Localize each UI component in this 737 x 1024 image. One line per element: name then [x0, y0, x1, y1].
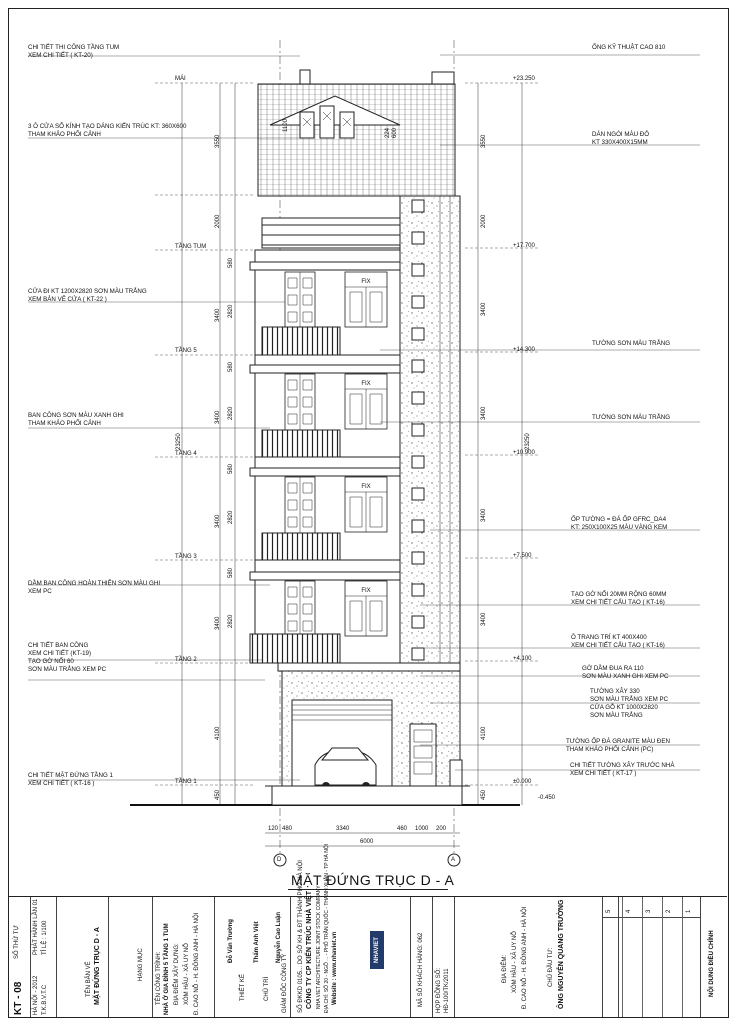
elevation-marker: +17.700 — [513, 243, 535, 249]
phase: T.K.B.V.T.C — [42, 984, 48, 1015]
note-pipe: ỐNG KỸ THUẬT CAO 810 — [592, 44, 666, 51]
role-designer: THIẾT KẾ — [240, 974, 246, 1001]
level-label: TẦNG 5 — [175, 348, 197, 354]
level-label: TẦNG 3 — [175, 554, 197, 560]
dim: 3400 — [481, 302, 487, 316]
sheet-no: KT - 08 — [13, 981, 24, 1015]
lead-name: Thẩm Anh Việt — [254, 921, 260, 963]
company-reg: SỐ ĐKKD 0105... DO SỞ KH & ĐT THÀNH PHỐ HÀ NỘI — [298, 860, 304, 1013]
elevation-marker: +23.250 — [513, 76, 535, 82]
elevation-marker: -0.450 — [538, 795, 556, 801]
dim: 2820 — [228, 406, 234, 420]
dim: 3400 — [215, 308, 221, 322]
note-ground-detail: CHI TIẾT MẶT ĐỨNG TẦNG 1 XEM CHI TIẾT ( KT-16 ) — [28, 772, 113, 787]
role-director: GIÁM ĐỐC CÔNG TY — [282, 953, 288, 1013]
rev-4: 4 — [626, 909, 632, 913]
dim: 460 — [397, 826, 408, 832]
issue-label: PHÁT HÀNH LẦN 01 — [33, 898, 39, 955]
place-date: HÀ NỘI - 2012 — [33, 975, 39, 1015]
dim: 200 — [436, 826, 447, 832]
note-decor-square: Ô TRANG TRÍ KT 400X400 XEM CHI TIẾT CẤU TẠO ( KT-16) — [571, 634, 665, 649]
dim: 3550 — [481, 134, 487, 148]
elevation-marker: +10.900 — [513, 450, 535, 456]
tb-scale-col — [30, 897, 57, 1017]
tb-client-code-col — [410, 897, 433, 1017]
company-en: NHA VIET ARCHITECTURE JOINT STOCK COMPANY — [316, 885, 322, 1009]
rev-2: 2 — [666, 909, 672, 913]
level-label: TẦNG 1 — [175, 779, 197, 785]
note-front-wall: CHI TIẾT TƯỜNG XÂY TRƯỚC NHÀ XEM CHI TIẾT ( KT-17 ) — [570, 762, 675, 777]
dim: 1000 — [415, 826, 429, 832]
note-roof-windows: 3 Ô CỬA SỔ KÍNH TẠO DÁNG KIẾN TRÚC KT: 360X600 THAM KHẢO PHỐI CẢNH — [28, 123, 187, 138]
note-wall-door: TƯỜNG XÂY 330 SƠN MÀU TRẮNG XEM PC CỬA GỖ KT 1000X2820 SƠN MÀU TRẮNG — [590, 688, 669, 719]
contract-no: HĐ-100/TK/2011 — [444, 968, 450, 1013]
note-tum-detail: CHI TIẾT THI CÔNG TẦNG TUM XEM CHI TIẾT ( KT-20) — [28, 44, 120, 59]
designer-name: Đỗ Văn Trường — [228, 919, 234, 963]
dim: 4100 — [481, 726, 487, 740]
dim: 3400 — [215, 410, 221, 424]
elevation-marker: +7.500 — [513, 553, 532, 559]
project-name: NHÀ Ở GIA ĐÌNH 5 TẦNG 1 TUM — [164, 923, 170, 1015]
tb-sheet-no-col — [8, 897, 31, 1017]
note-granite: TƯỜNG ỐP ĐÁ GRANITE MÀU ĐEN THAM KHẢO PHỐI CẢNH (PC) — [566, 738, 670, 753]
sheet-no-label: SỐ THỨ TỰ — [14, 925, 20, 959]
dim: 3400 — [481, 508, 487, 522]
scale-label: TỈ LỆ : 1/100 — [42, 920, 48, 955]
dim: 3340 — [336, 826, 350, 832]
company-logo: NHAVIET — [370, 931, 384, 969]
dim: 480 — [282, 826, 293, 832]
rev-1: 1 — [686, 909, 692, 913]
drawing-name: MẶT ĐỨNG TRỤC D - A — [94, 927, 101, 1005]
dim: 2820 — [228, 614, 234, 628]
title-underline — [288, 889, 448, 890]
site-line2: Đ. CAO NỖ - H. ĐÔNG ANH - HÀ NỘI — [194, 912, 200, 1015]
tb-contract-col — [432, 897, 455, 1017]
note-wall-white-2: TƯỜNG SƠN MÀU TRẮNG — [592, 414, 671, 421]
dim-total: 23250 — [525, 433, 531, 450]
dim: 3400 — [481, 406, 487, 420]
contract-label: HỢP ĐỒNG SỐ: — [436, 967, 442, 1013]
fix-label: FIX — [361, 279, 371, 285]
director-name: Nguyễn Cao Luận — [276, 911, 282, 963]
dim: 580 — [228, 567, 234, 578]
site-line1: XÓM HẬU - XÃ UY NỖ — [184, 943, 190, 1005]
dim-total: 23250 — [176, 433, 182, 450]
dim-roof-window: 1100 — [283, 119, 289, 132]
tb-revision-label-col — [700, 897, 726, 1017]
note-wall-white-1: TƯỜNG SƠN MÀU TRẮNG — [592, 340, 671, 347]
tb-client-col — [454, 897, 603, 1017]
dim-roof-window: 600 — [392, 127, 398, 138]
tb-drawing-name-col — [56, 897, 109, 1017]
revision-label: NỘI DUNG ĐIỀU CHỈNH — [709, 930, 715, 997]
note-balcony-beam: DẦM BAN CÔNG HOÀN THIỆN SƠN MÀU GHI XEM PC — [28, 580, 161, 595]
elevation-marker: +4.100 — [513, 656, 532, 662]
level-label: TẦNG TUM — [175, 244, 207, 250]
company-name: CÔNG TY CP KIẾN TRÚC NHÀ VIỆT — [306, 891, 313, 1009]
dim: 450 — [481, 789, 487, 800]
note-balcony-color: BAN CÔNG SƠN MÀU XANH GHI THAM KHẢO PHỐI CẢNH — [28, 412, 124, 427]
client-label: CHỦ ĐẦU TƯ: — [548, 947, 554, 987]
dim: 3400 — [481, 612, 487, 626]
dim: 2000 — [481, 214, 487, 228]
title-block — [8, 843, 727, 1017]
note-roof-tile: DÁN NGÓI MÀU ĐỎ KT 330X400X15MM — [592, 131, 650, 146]
tb-project-col — [152, 897, 215, 1017]
level-label: TẦNG 2 — [175, 657, 197, 663]
dim: 2820 — [228, 304, 234, 318]
dim-roof-window: 224 — [385, 127, 391, 138]
drawing-name-label: TÊN BẢN VẼ — [86, 961, 92, 997]
drawing-title: MẶT ĐỨNG TRỤC D - A — [291, 872, 455, 888]
tb-category-col — [108, 897, 153, 1017]
note-beam-edge: GỜ DẦM ĐUA RA 110 SƠN MÀU XANH GHI XEM PC — [582, 665, 669, 680]
dim: 580 — [228, 463, 234, 474]
address-line1: XÓM HẬU - XÃ UY NỖ — [512, 931, 518, 993]
rev-5: 5 — [606, 909, 612, 913]
level-label: MÁI — [175, 76, 186, 82]
dim: 450 — [215, 789, 221, 800]
note-stone-cladding: ỐP TƯỜNG = ĐÁ ỐP GFRC_DA4 KT: 250X100X25 MÀU VÀNG KEM — [571, 516, 668, 531]
level-label: TẦNG 4 — [175, 451, 197, 457]
dim: 120 — [268, 826, 279, 832]
elevation-marker: +14.300 — [513, 347, 535, 353]
dim-roof: 3550 — [215, 134, 221, 148]
client-code: MÃ SỐ KHÁCH HÀNG: 062 — [418, 932, 424, 1007]
category-label: HẠNG MỤC — [138, 948, 144, 981]
dim: 3400 — [215, 514, 221, 528]
note-balcony-detail: CHI TIẾT BAN CÔNG XEM CHI TIẾT (KT-19) TẠO GỜ NỔI 60 SƠN MÀU TRẮNG XEM PC — [28, 642, 107, 673]
company-addr: ĐỊA CHỈ: SỐ 20 - NGÕ ... - PHỐ TRẦN QUỐC - THANH XUÂN - TP HÀ NỘI — [324, 843, 330, 1013]
site-label: ĐỊA ĐIỂM XÂY DỰNG: — [174, 943, 180, 1005]
rev-3: 3 — [646, 909, 652, 913]
dim: 2820 — [228, 510, 234, 524]
fix-label: FIX — [361, 588, 371, 594]
dim-total: 6000 — [360, 839, 374, 845]
dim: 580 — [228, 257, 234, 268]
grid-axis-d: D — [277, 857, 282, 863]
dim: 4100 — [215, 726, 221, 740]
grid-axis-a: A — [451, 857, 456, 863]
dim: 580 — [228, 361, 234, 372]
dim-tum: 2000 — [215, 214, 221, 228]
tb-people-col — [214, 897, 291, 1017]
note-groove: TẠO GỜ NỔI 20MM RỘNG 60MM XEM CHI TIẾT CẤU TẠO ( KT-16) — [571, 591, 667, 606]
company-web: Website : www.nhaviet.vn — [332, 931, 338, 1005]
dim: 3400 — [215, 616, 221, 630]
fix-label: FIX — [361, 484, 371, 490]
role-lead: CHỦ TRÌ — [264, 976, 270, 1001]
address-line2: Đ. CAO NỖ - H. ĐÔNG ANH - HÀ NỘI — [522, 906, 528, 1009]
elevation-marker: ±0.000 — [513, 779, 532, 785]
tb-revision-col — [602, 897, 701, 1017]
fix-label: FIX — [361, 381, 371, 387]
note-door: CỬA ĐI KT 1200X2820 SƠN MÀU TRẮNG XEM BẢN VẼ CỬA ( KT-22 ) — [28, 288, 147, 303]
project-label: TÊN CÔNG TRÌNH: — [156, 951, 162, 1005]
client-name: ÔNG NGUYỄN QUANG TRƯỜNG — [558, 899, 565, 1009]
address-label: ĐỊA ĐIỂM: — [502, 954, 508, 983]
